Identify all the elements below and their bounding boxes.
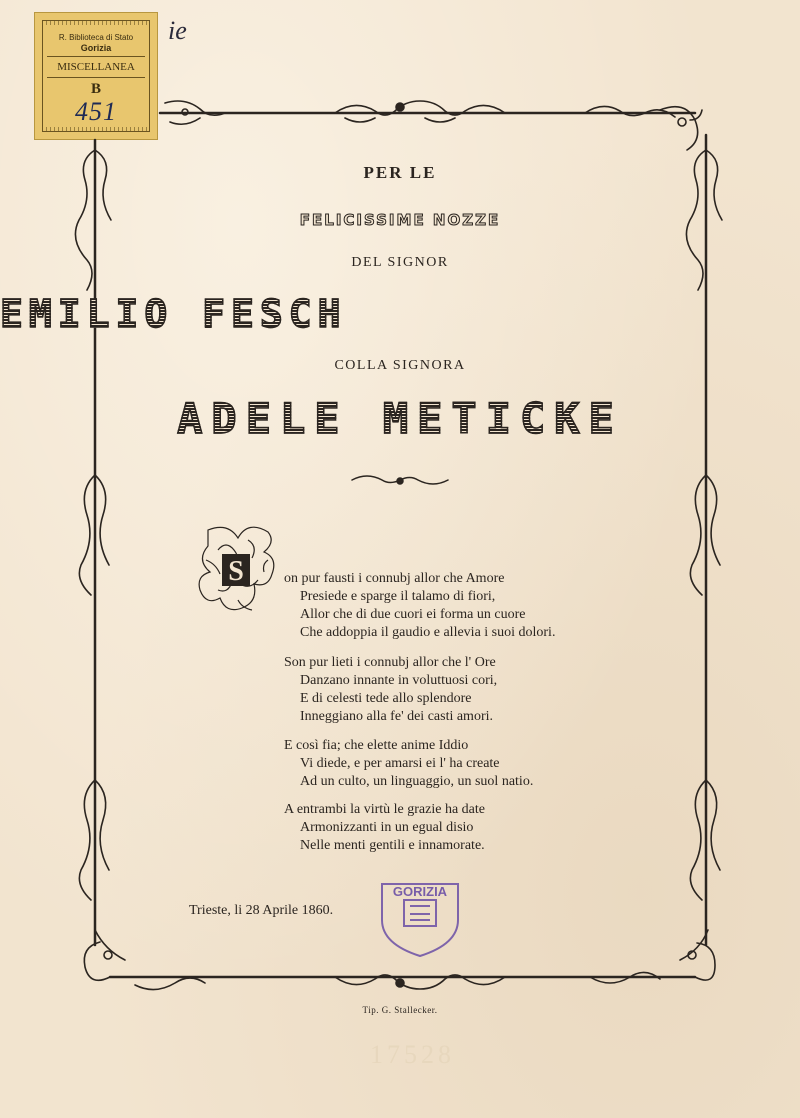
label-section: B	[90, 81, 101, 97]
stamp-text: GORIZIA	[392, 884, 448, 899]
poem-line: Che addoppia il gaudio e allevia i suoi dolori.	[300, 625, 556, 640]
poem-line: Inneggiano alla fe' dei casti amori.	[300, 709, 493, 724]
poem-line: E di celesti tede allo splendore	[300, 691, 472, 706]
floral-dropcap	[198, 520, 284, 616]
place-date: Trieste, li 28 Aprile 1860.	[189, 903, 334, 918]
title-divider-ornament	[352, 476, 448, 484]
label-city: Gorizia	[80, 43, 112, 53]
top-center-scroll-ornament	[335, 101, 505, 122]
title-per-le: PER LE	[363, 163, 437, 182]
poem-line: Allor che di due cuori ei forma un cuore	[300, 607, 526, 622]
handwritten-note: ie	[168, 16, 187, 45]
poem-line: A entrambi la virtù le grazie ha date	[284, 802, 485, 817]
poem-stanza-2	[284, 654, 497, 726]
poem-line: Armonizzanti in un egual disio	[300, 820, 474, 835]
label-collection: MISCELLANEA	[57, 61, 135, 73]
title-felicissime-nozze: FELICISSIME NOZZE	[299, 211, 501, 229]
library-stamp	[372, 874, 468, 960]
poem-line: Vi diede, e per amarsi ei l' ha create	[300, 756, 500, 771]
bride-name: ADELE METICKE	[0, 394, 800, 443]
printer-credit: Tip. G. Stallecker.	[362, 1005, 438, 1015]
poem-stanza-3	[284, 737, 533, 791]
poem-line: Danzano innante in voluttuosi cori,	[300, 673, 498, 688]
poem-line: Ad un culto, un linguaggio, un suol natio.	[300, 774, 534, 789]
poem-stanza-1	[284, 570, 555, 642]
poem-line: E così fia; che elette anime Iddio	[284, 738, 469, 753]
poem-line: Nelle menti gentili e innamorate.	[300, 838, 485, 853]
label-library-name: R. Biblioteca di Stato	[58, 33, 134, 42]
title-del-signor: DEL SIGNOR	[351, 255, 449, 270]
poem-line: Presiede e sparge il talamo di fiori,	[300, 589, 496, 604]
title-colla-signora: COLLA SIGNORA	[334, 358, 466, 373]
poem-line: on pur fausti i connubj allor che Amore	[284, 571, 505, 586]
poem-stanza-4	[284, 801, 485, 855]
groom-name: EMILIO FESCH	[0, 292, 347, 336]
label-shelf-number: 451	[75, 97, 117, 126]
faint-inventory-number: 17528	[370, 1040, 455, 1069]
poem-line: Son pur lieti i connubj allor che l' Ore	[284, 655, 496, 670]
dropcap-letter: S	[228, 556, 244, 587]
